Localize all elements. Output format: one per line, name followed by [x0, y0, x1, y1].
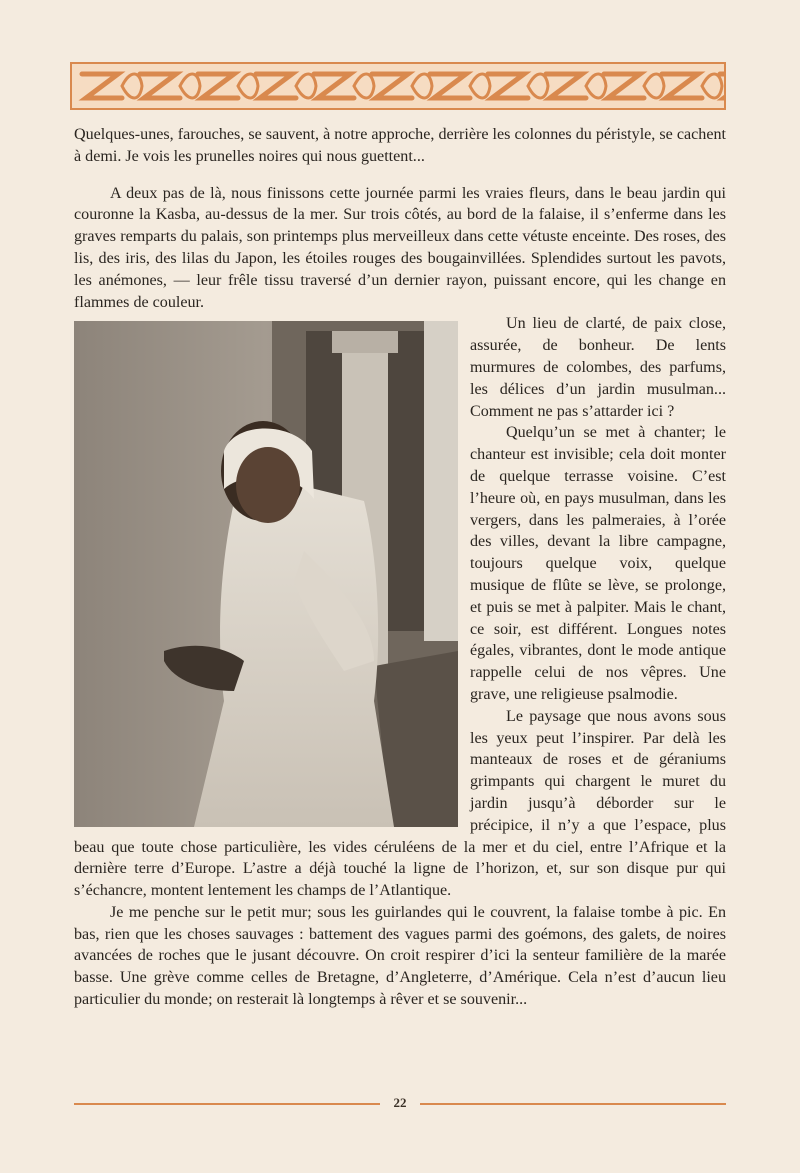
footer-rule-left: [74, 1103, 380, 1105]
paragraph-text: A deux pas de là, nous finissons cette journée parmi les vraies fleurs, dans le beau jardin qui couronne la Kasba, au-dessus de la mer. Sur trois côtés, au bord de la falaise, il s’enferme dans les graves remparts du palais, son printemps plus merveilleux dans cette vétuste enceinte. Des roses, des lis, des iris, des lilas du Japon, les étoiles rouges des bougainvillées. Splendides surtout les pavots, les anémones, — leur frêle tissu traversé d’un dernier rayon, puissant encore, qui les change en flammes de couleur.: [74, 184, 726, 311]
page-number: 22: [393, 1095, 407, 1110]
paragraph: Je me penche sur le petit mur; sous les guirlandes qui le couvrent, la falaise tombe à pic. En bas, rien que les choses sauvages : battement des vagues parmi des goémons, des galets, de noires avancées de roches que le jusant découvre. On croit respirer d’ici la senteur familière de la marée basse. Une grève comme celles de Bretagne, d’Angleterre, d’Amérique. Cela n’est d’aucun lieu particulier du monde; on resterait là longtemps à rêver et se souvenir...: [74, 903, 726, 1009]
photograph-girl: [74, 321, 458, 827]
body-text: [74, 124, 726, 1011]
paragraph: Quelques-unes, farouches, se sauvent, à notre approche, derrière les colonnes du péristyle, se cachent à demi. Je vois les prunelles noires qui nous guettent...: [74, 126, 726, 165]
decorative-header-band: [70, 62, 726, 110]
paragraph: Quelqu’un se met à chanter; le chanteur est invisible; cela doit monter de quelque terrasse voisine. C’est l’heure où, en pays musulman, dans les vergers, dans les palmeraies, à l’orée des villes, devant la libre campagne, toujours quelque voix, quelque musique de flûte se lève, se prolonge, et puis se met à palpiter. Mais le chant, ce soir, est différent. Longues notes égales, vibrantes, dont le mode antique rappelle celui de nos vêpres. Une grave, une religieuse psalmodie.: [470, 424, 726, 703]
footer-rule-right: [420, 1103, 726, 1105]
paragraph: Le paysage que nous avons sous les yeux peut l’inspirer. Par delà les manteaux de roses et de géraniums grimpants qui chargent le muret du jardin jusqu’à déborder sur le précipice, il n’y a que l’espace, plus beau que toute chose particulière, les vides céruléens de la mer et du ciel, entre l’Afrique et la dernière terre d’Europe. L’astre a déjà touché la ligne de l’horizon, et, sur son disque pur qui s’échancre, montent lentement les champs de l’Atlantique.: [74, 707, 726, 900]
paragraph: [74, 183, 726, 314]
paragraph: Un lieu de clarté, de paix close, assurée, de bonheur. De lents murmures de colombes, des parfums, les délices d’un jardin musulman... Comment ne pas s’attarder ici ?: [470, 315, 726, 420]
interlace-ornament: [72, 64, 724, 108]
